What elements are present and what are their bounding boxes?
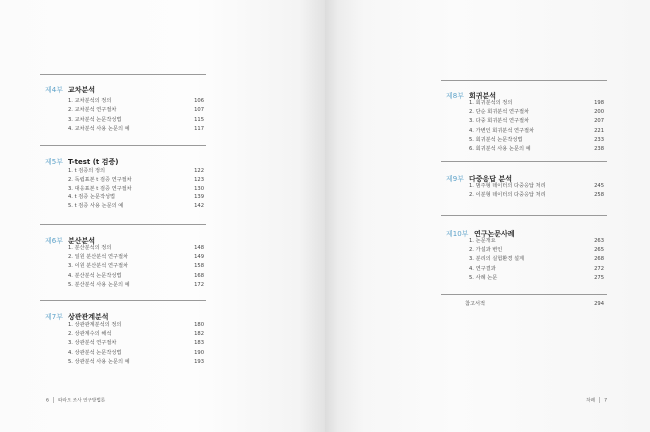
toc-entry[interactable]	[68, 176, 204, 185]
entry-page: 245	[594, 183, 604, 189]
divider	[441, 161, 607, 162]
toc-entry[interactable]	[68, 349, 204, 358]
divider	[40, 145, 206, 146]
entry-title: 4. t 검증 논문작성법	[68, 194, 116, 201]
left-folio	[46, 397, 105, 406]
toc-entry[interactable]	[68, 106, 204, 115]
entry-page: 272	[594, 265, 604, 272]
entry-page: 275	[594, 274, 604, 281]
toc-entry[interactable]	[469, 117, 604, 126]
entry-page: 142	[194, 203, 204, 210]
entry-title: 2. 가설과 변인	[469, 247, 503, 254]
entry-page: 207	[594, 118, 604, 125]
entry-page: 168	[194, 272, 204, 279]
entry-page: 180	[194, 322, 204, 328]
toc-entry[interactable]	[68, 253, 204, 262]
entry-page: 238	[594, 146, 604, 152]
toc-entry[interactable]	[469, 99, 604, 108]
entry-page: 117	[194, 125, 204, 132]
entry-page: 265	[594, 247, 604, 254]
entry-page: 123	[194, 176, 204, 183]
entry-title: 1. 분산분석의 정의	[68, 245, 112, 251]
entry-title: 4. 상관분석 논문작성법	[68, 349, 122, 356]
toc-entry[interactable]	[68, 330, 204, 339]
part-number: 제7부	[45, 313, 63, 321]
toc-entry[interactable]	[68, 97, 204, 106]
part-number: 제4부	[45, 86, 63, 94]
toc-entry[interactable]	[469, 191, 604, 200]
entry-page: 263	[594, 238, 604, 244]
references-entry[interactable]	[465, 300, 604, 309]
toc-entry[interactable]	[68, 185, 204, 194]
book-title: 따라오 조사 연구방법론	[57, 398, 106, 404]
toc-entry[interactable]	[469, 237, 604, 246]
references-page: 294	[594, 301, 604, 307]
part-number: 제9부	[446, 175, 464, 183]
entry-title: 3. 분리의 실험환경 설계	[469, 256, 524, 263]
part-number: 제8부	[446, 92, 464, 100]
entry-title: 5. 분산분석 사용 논문의 예	[68, 281, 130, 288]
part-title: 다중응답 분석	[469, 175, 513, 183]
entry-title: 1. 범주형 데이터의 다중응답 처리	[469, 183, 546, 189]
toc-entry[interactable]	[68, 281, 204, 290]
part-title: 상관관계분석	[68, 313, 109, 321]
part-number: 제6부	[45, 237, 63, 245]
divider	[40, 224, 206, 225]
part-number: 제10부	[446, 230, 469, 238]
page-number: 7	[604, 398, 607, 404]
toc-entry[interactable]	[469, 255, 604, 264]
entry-title: 3. 상관분석 연구절차	[68, 340, 117, 347]
entry-title: 4. 분산분석 논문작성법	[68, 272, 122, 279]
entry-title: 1. 회귀분석의 정의	[469, 100, 513, 106]
toc-entry[interactable]	[68, 339, 204, 348]
entry-page: 115	[194, 116, 204, 123]
part-title: 교차분석	[68, 86, 96, 94]
part-title: 분산분석	[68, 237, 96, 245]
toc-entry[interactable]	[469, 274, 604, 283]
part-title: 회귀분석	[469, 92, 497, 100]
entry-title: 5. 상관분석 사용 논문의 예	[68, 358, 130, 365]
toc-entry[interactable]	[68, 193, 204, 202]
toc-entry[interactable]	[469, 127, 604, 136]
toc-entry[interactable]	[469, 265, 604, 274]
divider	[40, 74, 206, 75]
entry-title: 1. 교차분석의 정의	[68, 98, 112, 104]
toc-entry[interactable]	[68, 244, 204, 253]
entry-title: 3. 대응표본 t 검증 연구절차	[68, 185, 132, 192]
toc-entry[interactable]	[68, 202, 204, 211]
entry-title: 5. t 검증 사용 논문의 예	[68, 203, 124, 210]
entry-page: 106	[194, 98, 204, 104]
entry-page: 172	[194, 281, 204, 288]
entry-title: 2. 단순 회귀분석 연구절차	[469, 109, 530, 116]
right-page	[325, 0, 650, 432]
divider	[441, 80, 607, 81]
entry-page: 130	[194, 185, 204, 192]
toc-entry[interactable]	[469, 182, 604, 191]
entry-page: 221	[594, 127, 604, 134]
toc-entry[interactable]	[68, 125, 204, 134]
entry-title: 2. 이분형 데이터의 다중응답 처리	[469, 192, 546, 199]
divider	[441, 294, 607, 295]
entry-title: 2. 상관계수의 해석	[68, 331, 112, 338]
entry-title: 4. 가변인 회귀분석 연구절차	[469, 127, 535, 134]
right-folio	[586, 397, 607, 406]
entry-title: 1. t 검증의 정의	[68, 168, 105, 174]
part-title: T-test (t 검증)	[68, 158, 119, 166]
toc-entry[interactable]	[469, 136, 604, 145]
toc-entry[interactable]	[469, 145, 604, 154]
entry-page: 193	[194, 358, 204, 365]
entry-title: 3. 이원 분산분석 연구절차	[68, 263, 129, 270]
part-number: 제5부	[45, 158, 63, 166]
entry-title: 3. 다중 회귀분석 연구절차	[469, 118, 530, 125]
folio-separator	[53, 397, 54, 403]
entry-page: 107	[194, 107, 204, 114]
section-name: 차례	[586, 398, 596, 404]
part-heading	[45, 84, 95, 96]
page-number: 6	[46, 398, 49, 404]
entry-title: 3. 교차분석 논문작성법	[68, 116, 122, 123]
references-title: 참고서적	[465, 301, 486, 307]
entry-page: 148	[194, 245, 204, 251]
entry-page: 158	[194, 263, 204, 270]
entry-page: 122	[194, 168, 204, 174]
entry-title: 2. 교차분석 연구절차	[68, 107, 117, 114]
entry-title: 2. 독립표본 t 검증 연구절차	[68, 176, 132, 183]
divider	[40, 300, 206, 301]
entry-title: 1. 논문개요	[469, 238, 496, 244]
entry-page: 190	[194, 349, 204, 356]
toc-entry[interactable]	[68, 167, 204, 176]
entry-page: 200	[594, 109, 604, 116]
toc-entry[interactable]	[469, 246, 604, 255]
entry-page: 182	[194, 331, 204, 338]
toc-entry[interactable]	[68, 272, 204, 281]
divider	[441, 215, 607, 216]
entry-page: 149	[194, 254, 204, 261]
entry-title: 6. 회귀분석 사용 논문의 예	[469, 146, 531, 152]
entry-page: 268	[594, 256, 604, 263]
toc-entry[interactable]	[68, 262, 204, 271]
toc-entry[interactable]	[68, 321, 204, 330]
entry-page: 183	[194, 340, 204, 347]
entry-title: 2. 일원 분산분석 연구절차	[68, 254, 129, 261]
entry-title: 1. 상관관계분석의 정의	[68, 322, 122, 328]
toc-entry[interactable]	[469, 108, 604, 117]
entry-title: 5. 회귀분석 논문작성법	[469, 136, 523, 143]
entry-title: 5. 사례 논문	[469, 274, 498, 281]
entry-page: 258	[594, 192, 604, 199]
folio-separator	[599, 397, 600, 403]
toc-entry[interactable]	[68, 116, 204, 125]
entry-page: 139	[194, 194, 204, 201]
entry-page: 233	[594, 136, 604, 143]
toc-entry[interactable]	[68, 358, 204, 367]
part-title: 연구논문사례	[474, 230, 515, 238]
entry-title: 4. 교차분석 사용 논문의 예	[68, 125, 130, 132]
entry-page: 198	[594, 100, 604, 106]
entry-title: 4. 연구결과	[469, 265, 496, 272]
